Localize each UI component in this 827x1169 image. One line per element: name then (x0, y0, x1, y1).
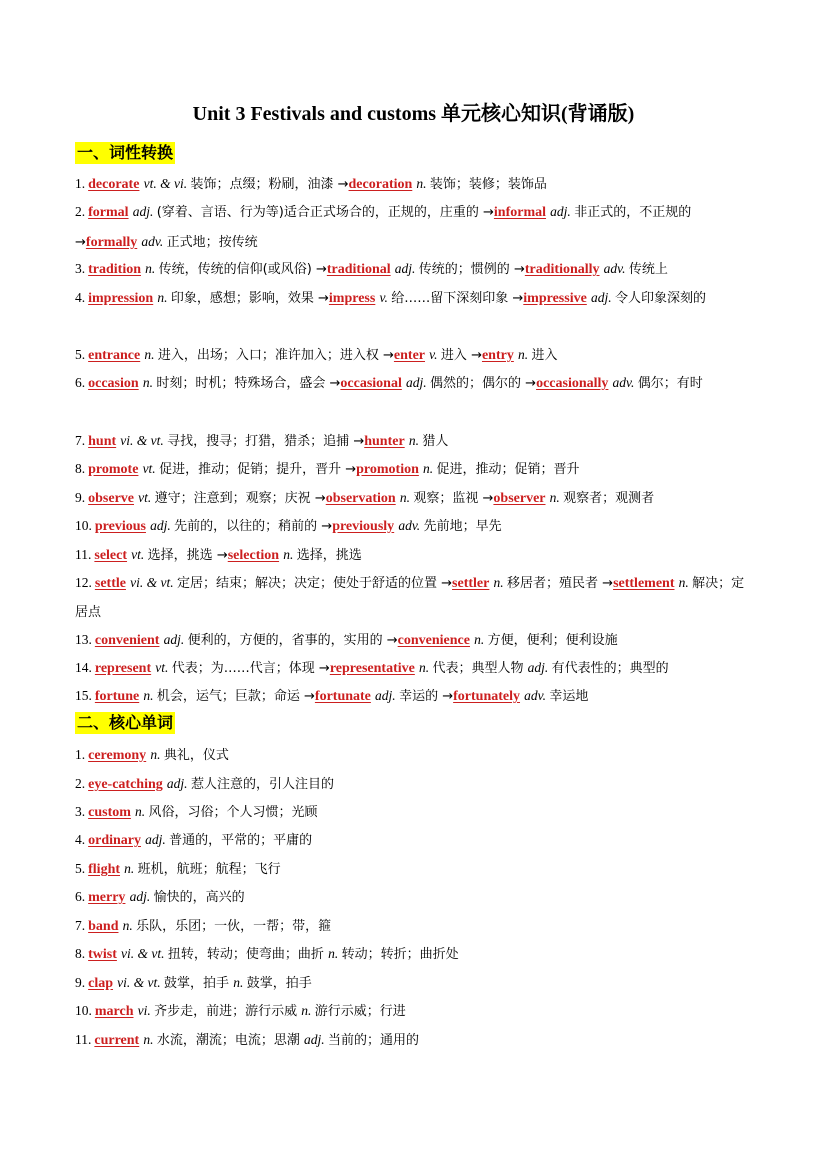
definition: 传统上 (628, 262, 668, 277)
definition: 偶然的；偶尔的 (430, 376, 522, 391)
word-form-entry (75, 626, 757, 656)
definition: 乐队，乐团；一伙，一帮；带，箍 (136, 919, 332, 934)
part-of-speech: n. (145, 261, 159, 276)
part-of-speech: vi. & vt. (117, 975, 165, 990)
part-of-speech: vt. & vi. (143, 176, 191, 191)
part-of-speech: n. (143, 688, 157, 703)
definition: 印象，感想；影响，效果 (170, 291, 314, 306)
part-of-speech: n. (493, 575, 507, 590)
vocab-word: hunter (364, 434, 405, 449)
part-of-speech: vi. (137, 1003, 155, 1018)
vocab-word: convenience (397, 633, 470, 648)
definition: 游行示威；行进 (314, 1004, 406, 1019)
definition: 水流，潮流；电流；思潮 (156, 1033, 300, 1048)
word-form-entry (75, 170, 757, 200)
vocab-word: occasion (88, 376, 139, 391)
definition: 转动；转折；曲折处 (341, 947, 459, 962)
definition: 普通的，平常的；平庸的 (169, 833, 313, 848)
definition: 寻找，搜寻；打猎，猎杀；追捕 (167, 434, 350, 449)
word-form-entry (75, 569, 757, 627)
part-of-speech: vt. (155, 660, 172, 675)
part-of-speech: n. (157, 290, 171, 305)
vocab-word: impressive (523, 291, 587, 306)
section-heading-core-words: 二、核心单词 (77, 713, 174, 732)
vocab-word: observe (88, 491, 135, 506)
vocab-word: promote (88, 462, 139, 477)
vocab-word: march (94, 1004, 134, 1019)
part-of-speech: n. (301, 1003, 315, 1018)
word-form-entry (75, 512, 757, 542)
definition: 鼓掌，拍手 (246, 976, 312, 991)
definition: 给……留下深刻印象 (391, 291, 509, 306)
arrow-icon: → (483, 205, 494, 220)
word-form-entry (75, 541, 757, 571)
part-of-speech: adj. (150, 518, 175, 533)
vocab-word: represent (94, 661, 152, 676)
core-word-entry (75, 798, 757, 828)
definition: 遵守；注意到；观察；庆祝 (154, 491, 311, 506)
arrow-icon: → (512, 291, 524, 306)
vocab-word: formal (88, 205, 129, 220)
vocab-word: settlement (613, 576, 675, 591)
definition: 进入 (440, 348, 467, 363)
definition: 选择，挑选 (147, 548, 213, 563)
part-of-speech: vt. (138, 490, 155, 505)
part-of-speech: n. (150, 747, 164, 762)
entry-number: 7. (75, 433, 86, 448)
vocab-word: decoration (348, 177, 413, 192)
part-of-speech: n. (518, 347, 532, 362)
word-form-entry (75, 198, 757, 257)
section-heading-word-forms: 一、词性转换 (77, 143, 174, 162)
arrow-icon: → (525, 376, 537, 391)
part-of-speech: adj. (550, 204, 575, 219)
vocab-word: custom (88, 805, 131, 820)
definition: 促进，推动；促销；提升，晋升 (159, 462, 342, 477)
word-form-entry (75, 341, 757, 371)
part-of-speech: n. (678, 575, 693, 590)
arrow-icon: → (329, 376, 341, 391)
part-of-speech: adj. (145, 832, 170, 847)
definition: 时刻；时机；特殊场合，盛会 (156, 376, 326, 391)
definition: 偶尔；有时 (637, 376, 703, 391)
vocab-word: clap (88, 976, 114, 991)
definition: 非正式的，不正规的 (574, 205, 692, 220)
definition: 幸运地 (549, 689, 589, 704)
definition: 愉快的，高兴的 (153, 890, 245, 905)
entry-number: 5. (75, 347, 86, 362)
core-word-entry (75, 997, 757, 1027)
definition: 促进，推动；促销；晋升 (436, 462, 580, 477)
entry-number: 2. (75, 204, 86, 219)
vocab-word: fortunately (453, 689, 521, 704)
vocab-word: tradition (88, 262, 142, 277)
vocab-word: traditional (326, 262, 391, 277)
definition: 幸运的 (399, 689, 439, 704)
vocab-word: traditionally (524, 262, 600, 277)
part-of-speech: n. (399, 490, 414, 505)
part-of-speech: n. (418, 660, 433, 675)
vocab-word: entrance (88, 348, 141, 363)
part-of-speech: n. (143, 1032, 157, 1047)
entry-number: 2. (75, 776, 86, 791)
part-of-speech: n. (408, 433, 423, 448)
entry-number: 11. (75, 547, 92, 562)
vocab-word: eye-catching (88, 777, 163, 792)
part-of-speech: vt. (142, 461, 160, 476)
entry-number: 3. (75, 261, 86, 276)
entry-number: 15. (75, 688, 92, 703)
arrow-icon: → (442, 689, 454, 704)
entry-number: 12. (75, 575, 92, 590)
definition: 传统，传统的信仰(或风俗) (158, 262, 312, 277)
part-of-speech: adj. (166, 776, 191, 791)
word-form-entry (75, 284, 757, 314)
vocab-word: impression (88, 291, 154, 306)
part-of-speech: n. (474, 632, 488, 647)
word-form-entry (75, 455, 757, 485)
definition: 先前地；早先 (423, 519, 502, 534)
entry-number: 4. (75, 290, 86, 305)
vocab-word: decorate (88, 177, 140, 192)
definition: 移居者；殖民者 (507, 576, 599, 591)
part-of-speech: adj. (405, 375, 430, 390)
core-word-entry (75, 770, 757, 800)
vocab-word: fortune (94, 689, 140, 704)
arrow-icon: → (315, 262, 327, 277)
arrow-icon: → (318, 291, 329, 306)
vocab-word: ceremony (88, 748, 147, 763)
part-of-speech: n. (142, 375, 157, 390)
definition: 观察者；观测者 (563, 491, 655, 506)
vocab-word: impress (328, 291, 376, 306)
definition: (穿着、言语、行为等)适合正式场合的，正规的，庄重的 (156, 205, 479, 220)
definition: 有代表性的；典型的 (551, 661, 669, 676)
part-of-speech: n. (233, 975, 247, 990)
core-word-entry (75, 883, 757, 913)
arrow-icon: → (353, 434, 365, 449)
arrow-icon: → (386, 633, 398, 648)
definition: 惹人注意的，引人注目的 (190, 777, 334, 792)
vocab-word: representative (329, 661, 415, 676)
part-of-speech: v. (429, 347, 441, 362)
page-title: Unit 3 Festivals and customs 单元核心知识(背诵版) (192, 103, 635, 125)
word-form-entry (75, 654, 757, 684)
definition: 方便，便利；便利设施 (487, 633, 618, 648)
definition: 传统的；惯例的 (418, 262, 510, 277)
vocab-word: formally (85, 234, 138, 250)
definition: 扭转，转动；使弯曲；曲折 (167, 947, 324, 962)
arrow-icon: → (321, 519, 333, 534)
part-of-speech: n. (124, 861, 138, 876)
word-form-entry (75, 427, 757, 457)
entry-number: 10. (75, 1003, 92, 1018)
part-of-speech: n. (416, 176, 430, 191)
definition: 装饰；点缀；粉刷，油漆 (190, 177, 334, 192)
vocab-word: settle (94, 576, 126, 591)
definition: 装饰；装修；装饰品 (429, 177, 547, 192)
part-of-speech: n. (135, 804, 149, 819)
entry-number: 1. (75, 176, 86, 191)
core-word-entry (75, 741, 757, 771)
entry-number: 9. (75, 975, 86, 990)
arrow-icon: → (602, 576, 614, 591)
vocab-word: selection (227, 548, 280, 563)
arrow-icon: → (75, 234, 86, 250)
vocab-word: settler (452, 576, 490, 591)
part-of-speech: n. (122, 918, 137, 933)
core-word-entry (75, 855, 757, 885)
part-of-speech: n. (144, 347, 158, 362)
vocab-word: band (88, 919, 119, 934)
part-of-speech: adv. (398, 518, 424, 533)
vocab-word: informal (493, 205, 547, 220)
vocab-word: entry (481, 348, 514, 363)
part-of-speech: adj. (590, 290, 615, 305)
entry-number: 8. (75, 461, 86, 476)
core-word-entry (75, 969, 757, 999)
vocab-word: enter (393, 348, 426, 363)
part-of-speech: n. (283, 547, 297, 562)
definition: 风俗，习俗；个人习惯；光顾 (148, 805, 318, 820)
entry-number: 3. (75, 804, 86, 819)
definition: 齐步走，前进；游行示威 (154, 1004, 298, 1019)
part-of-speech: vi. & vt. (121, 946, 168, 961)
core-word-entry (75, 912, 757, 942)
definition: 代表；典型人物 (432, 661, 524, 676)
entry-number: 13. (75, 632, 92, 647)
definition: 鼓掌，拍手 (164, 976, 230, 991)
entry-number: 4. (75, 832, 86, 847)
vocab-word: observation (325, 491, 396, 506)
part-of-speech: adj. (375, 688, 400, 703)
part-of-speech: vi. & vt. (120, 433, 168, 448)
vocab-word: occasionally (536, 376, 609, 391)
arrow-icon: → (314, 491, 326, 506)
entry-number: 14. (75, 660, 92, 675)
entry-number: 7. (75, 918, 86, 933)
vocab-word: convenient (94, 633, 160, 648)
entry-number: 11. (75, 1032, 92, 1047)
entry-number: 10. (75, 518, 92, 533)
arrow-icon: → (441, 576, 453, 591)
entry-number: 8. (75, 946, 86, 961)
part-of-speech: adv. (612, 375, 638, 390)
arrow-icon: → (304, 689, 315, 704)
core-word-entry (75, 940, 757, 970)
arrow-icon: → (482, 491, 494, 506)
part-of-speech: adv. (141, 233, 167, 249)
definition: 选择，挑选 (296, 548, 362, 563)
part-of-speech: adj. (527, 660, 552, 675)
arrow-icon: → (337, 177, 349, 192)
part-of-speech: v. (379, 290, 392, 305)
part-of-speech: adv. (603, 261, 629, 276)
vocab-word: current (94, 1033, 140, 1048)
word-form-entry (75, 369, 757, 399)
vocab-word: hunt (88, 434, 117, 449)
vocab-word: merry (88, 890, 126, 905)
part-of-speech: n. (328, 946, 342, 961)
vocab-word: previous (94, 519, 146, 534)
entry-number: 6. (75, 889, 86, 904)
definition: 典礼，仪式 (163, 748, 229, 763)
part-of-speech: adv. (524, 688, 550, 703)
vocab-word: twist (88, 947, 117, 962)
vocab-word: occasional (340, 376, 402, 391)
arrow-icon: → (345, 462, 357, 477)
definition: 先前的，以往的；稍前的 (174, 519, 318, 534)
definition: 代表；为……代言；体现 (171, 661, 315, 676)
vocab-word: ordinary (88, 833, 142, 848)
definition: 正式地；按传统 (166, 234, 258, 250)
part-of-speech: adj. (163, 632, 188, 647)
definition: 令人印象深刻的 (614, 291, 706, 306)
word-form-entry (75, 682, 757, 712)
definition: 观察；监视 (413, 491, 479, 506)
core-word-entry (75, 826, 757, 856)
part-of-speech: n. (549, 490, 564, 505)
word-form-entry (75, 255, 757, 285)
part-of-speech: adj. (129, 889, 154, 904)
definition: 解决；定居点 (75, 576, 745, 620)
part-of-speech: adj. (132, 204, 157, 219)
definition: 猎人 (422, 434, 449, 449)
entry-number: 6. (75, 375, 86, 390)
part-of-speech: vt. (131, 547, 148, 562)
vocab-word: flight (88, 862, 121, 877)
definition: 当前的；通用的 (328, 1033, 420, 1048)
vocab-word: previously (332, 519, 395, 534)
word-form-entry (75, 484, 757, 514)
vocab-word: fortunate (314, 689, 371, 704)
arrow-icon: → (513, 262, 525, 277)
definition: 便利的，方便的，省事的，实用的 (187, 633, 383, 648)
vocab-word: promotion (356, 462, 419, 477)
vocab-word: observer (493, 491, 546, 506)
part-of-speech: adj. (394, 261, 419, 276)
part-of-speech: n. (423, 461, 437, 476)
entry-number: 1. (75, 747, 86, 762)
arrow-icon: → (471, 348, 482, 363)
entry-number: 9. (75, 490, 86, 505)
entry-number: 5. (75, 861, 86, 876)
part-of-speech: adj. (304, 1032, 329, 1047)
definition: 进入，出场；入口；准许加入；进入权 (157, 348, 379, 363)
arrow-icon: → (318, 661, 330, 676)
arrow-icon: → (383, 348, 394, 363)
definition: 定居；结束；解决；决定；使处于舒适的位置 (176, 576, 437, 591)
part-of-speech: vi. & vt. (130, 575, 177, 590)
vocab-word: select (94, 548, 128, 563)
core-word-entry (75, 1026, 757, 1056)
arrow-icon: → (216, 548, 228, 563)
definition: 班机，航班；航程；飞行 (137, 862, 281, 877)
definition: 进入 (531, 348, 558, 363)
definition: 机会，运气；巨款；命运 (156, 689, 300, 704)
